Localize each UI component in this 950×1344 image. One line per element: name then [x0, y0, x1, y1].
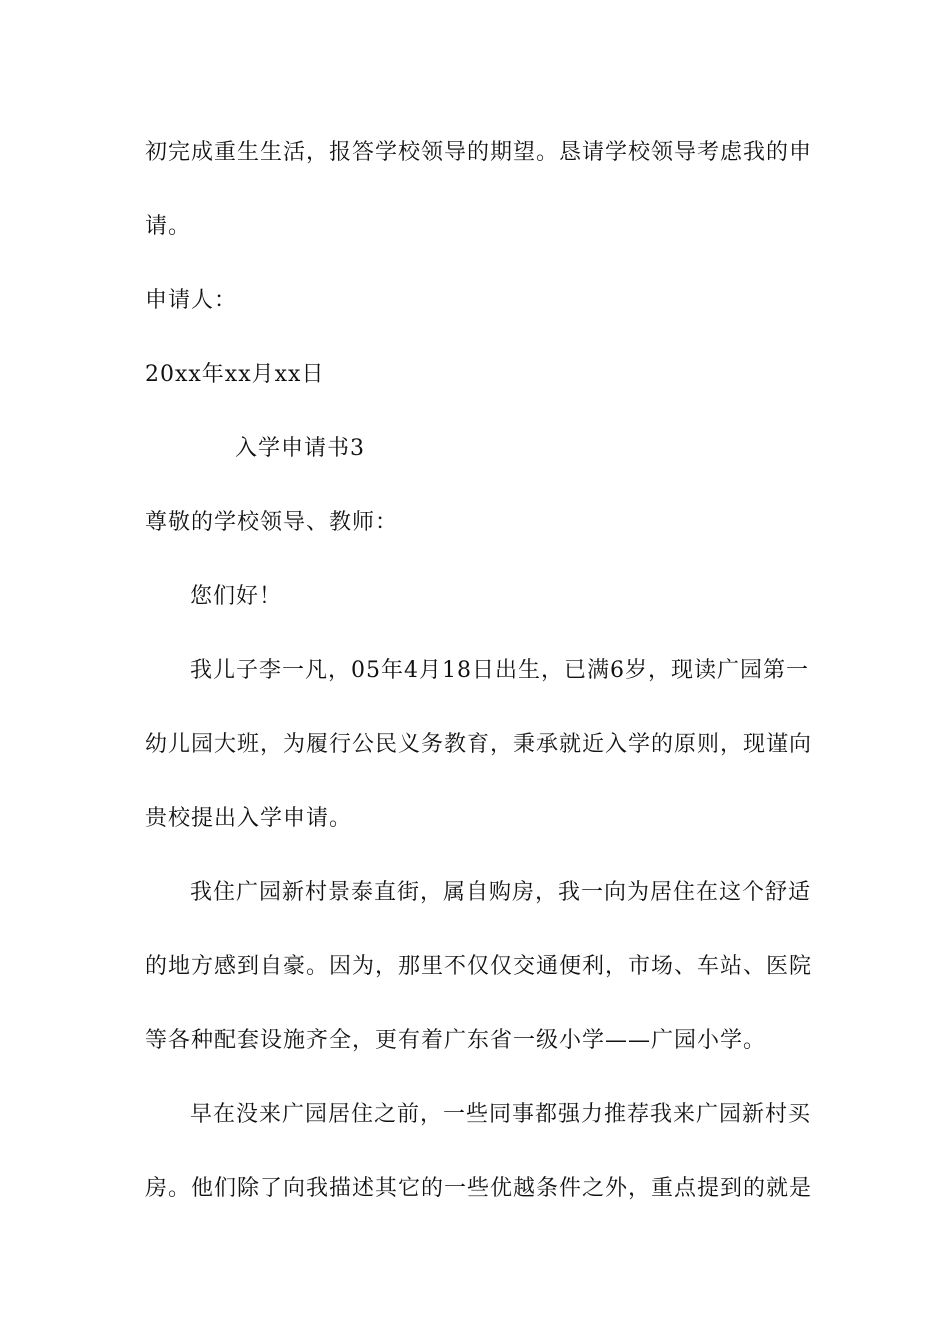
paragraph-line: 等各种配套设施齐全，更有着广东省一级小学——广园小学。	[145, 1028, 767, 1053]
paragraph-line: 房。他们除了向我描述其它的一些优越条件之外，重点提到的就是	[145, 1176, 813, 1201]
paragraph-line: 请。	[145, 214, 192, 239]
paragraph-line: 幼儿园大班，为履行公民义务教育，秉承就近入学的原则，现谨向	[145, 732, 813, 757]
paragraph-line: 的地方感到自豪。因为，那里不仅仅交通便利，市场、车站、医院	[145, 954, 813, 979]
date-line: 20xx年xx月xx日	[145, 362, 325, 387]
section-title: 入学申请书3	[235, 436, 365, 461]
salutation: 尊敬的学校领导、教师：	[145, 510, 399, 535]
paragraph-line: 我住广园新村景泰直街，属自购房，我一向为居住在这个舒适	[190, 880, 812, 905]
paragraph-line: 贵校提出入学申请。	[145, 806, 353, 831]
greeting: 您们好！	[190, 584, 283, 609]
paragraph-line: 早在没来广园居住之前，一些同事都强力推荐我来广园新村买	[190, 1102, 812, 1127]
paragraph-line: 我儿子李一凡，05年4月18日出生，已满6岁，现读广园第一	[190, 658, 809, 683]
paragraph-line: 初完成重生生活，报答学校领导的期望。恳请学校领导考虑我的申	[145, 140, 813, 165]
applicant-label: 申请人：	[145, 288, 238, 313]
